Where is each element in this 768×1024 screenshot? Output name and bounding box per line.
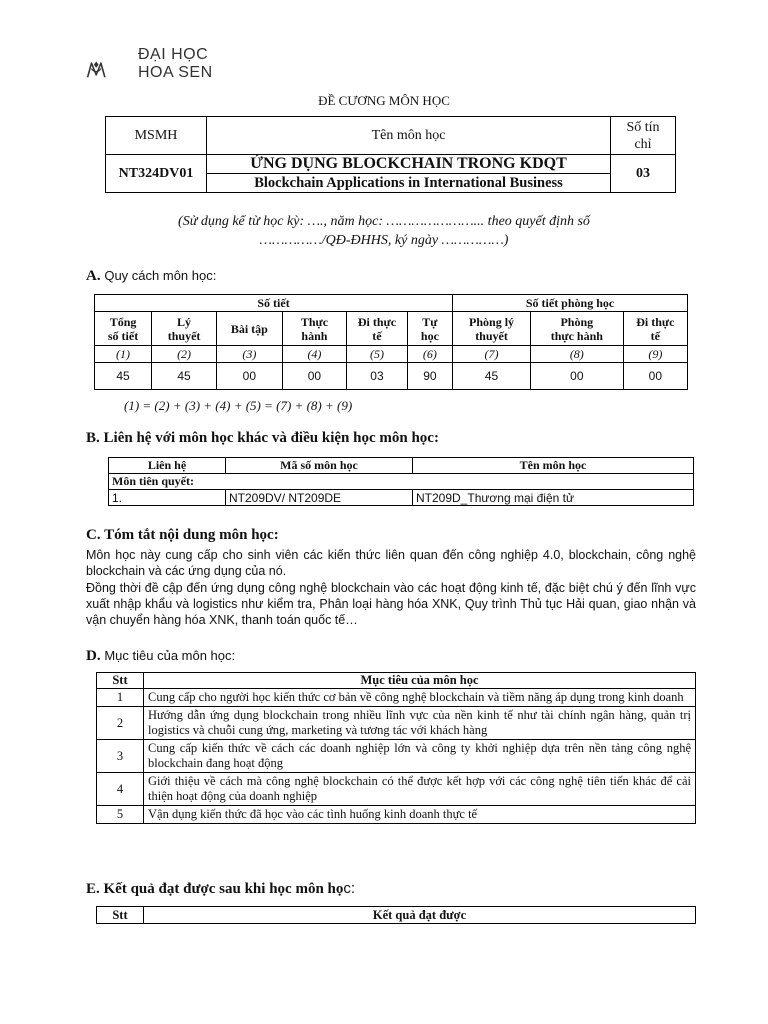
prerequisite-table	[108, 457, 694, 506]
lab-group-header: Số tiết phòng học	[453, 295, 688, 312]
period-value: 00	[623, 363, 687, 390]
period-index: (1)	[95, 346, 152, 363]
period-column-header-line1: Tự	[422, 314, 438, 329]
section-c-title: Tóm tắt nội dung môn học:	[104, 527, 279, 543]
period-column-header-line2: thuyết	[167, 328, 201, 343]
results-stt-header: Stt	[97, 907, 144, 924]
results-table	[96, 906, 696, 924]
prerequisite-label: Môn tiên quyết:	[109, 474, 694, 490]
objective-text: Hướng dẫn ứng dụng blockchain trong nhiều lĩnh vực của nền kinh tế như tài chính ngân hàng, quản trị logistics và chuỗi cung ứng, marketing và tương tác với khách hàng	[144, 707, 696, 740]
section-b-heading	[86, 430, 439, 447]
credits-header-line1: Số tín	[626, 119, 660, 135]
period-column-header	[407, 312, 452, 346]
objective-text: Vận dụng kiến thức đã học vào các tình huống kinh doanh thực tế	[144, 806, 696, 824]
period-column-header-line2: học	[420, 328, 439, 343]
section-b-letter: B.	[86, 430, 100, 446]
credits-header-line2: chỉ	[634, 136, 652, 152]
period-index: (3)	[217, 346, 283, 363]
period-index: (5)	[347, 346, 408, 363]
period-value: 45	[453, 363, 531, 390]
logo-line-1: ĐẠI HỌC	[138, 46, 209, 63]
period-value: 00	[217, 363, 283, 390]
objective-stt: 1	[97, 689, 144, 707]
period-index: (8)	[530, 346, 623, 363]
code-header: Mã số môn học	[226, 458, 413, 474]
course-code: NT324DV01	[106, 155, 207, 193]
section-c-letter: C.	[86, 527, 101, 543]
period-column-header-line2: tế	[650, 328, 660, 343]
periods-group-header: Số tiết	[95, 295, 453, 312]
results-header: Kết quả đạt được	[144, 907, 696, 924]
usage-note-line1: (Sử dụng kể từ học kỳ: …., năm học: …………………... theo quyết định số	[178, 214, 590, 229]
period-column-header-line2: tế	[372, 328, 382, 343]
stt-header: Stt	[97, 673, 144, 689]
periods-formula: (1) = (2) + (3) + (4) + (5) = (7) + (8) + (9)	[124, 398, 353, 413]
document-title: ĐỀ CƯƠNG MÔN HỌC	[318, 93, 450, 108]
msmh-header: MSMH	[106, 117, 207, 155]
period-value: 45	[152, 363, 217, 390]
period-value: 45	[95, 363, 152, 390]
period-column-header-line2: hành	[301, 328, 328, 343]
period-column-header-line1: Thực	[300, 314, 329, 329]
period-column-header-line1: Bài tập	[230, 321, 268, 336]
section-a-heading	[86, 268, 216, 285]
objective-stt: 2	[97, 707, 144, 740]
period-column-header	[152, 312, 217, 346]
objective-text: Cung cấp cho người học kiến thức cơ bản về công nghệ blockchain và tiềm năng áp dụng trong kinh doanh	[144, 689, 696, 707]
course-name-header: Tên môn học	[207, 117, 611, 155]
period-value: 00	[530, 363, 623, 390]
period-column-header	[217, 312, 283, 346]
objectives-table	[96, 672, 696, 824]
period-column-header-line1: Đi thực	[636, 314, 675, 329]
objective-stt: 5	[97, 806, 144, 824]
section-c-heading	[86, 527, 279, 544]
section-e-title-tail: c:	[343, 880, 356, 897]
period-value: 00	[282, 363, 347, 390]
section-b-title: Liên hệ với môn học khác và điều kiện học môn học:	[103, 430, 439, 446]
period-column-header-line1: Phòng lý	[469, 314, 515, 329]
objective-header: Mục tiêu của môn học	[144, 673, 696, 689]
periods-table	[94, 294, 688, 390]
section-a-title: Quy cách môn học:	[104, 268, 217, 283]
prerequisite-code: NT209DV/ NT209DE	[226, 490, 413, 506]
prerequisite-name: NT209D_Thương mại điện tử	[413, 490, 694, 506]
section-e-letter: E.	[86, 881, 100, 897]
section-a-letter: A.	[86, 268, 101, 284]
logo-line-2: HOA SEN	[138, 64, 213, 81]
period-index: (2)	[152, 346, 217, 363]
period-column-header	[95, 312, 152, 346]
section-d-heading	[86, 648, 235, 665]
objective-text: Giới thiệu về cách mà công nghệ blockchain có thể được kết hợp với các công nghệ tiên tiến khác để cải thiện hoạt động của doanh nghiệp	[144, 773, 696, 806]
university-name	[138, 46, 213, 82]
section-d-title: Mục tiêu của môn học:	[104, 648, 236, 663]
period-index: (9)	[623, 346, 687, 363]
period-column-header-line2: thực hành	[550, 328, 603, 343]
summary-paragraph-2: Đồng thời đề cập đến ứng dụng công nghệ blockchain vào các hoạt động kinh tế, đặc biệt chú ý đến lĩnh vực xuất nhập khẩu và logistics như kiểm tra, Phân loại hàng hóa XNK, Quy trình Thủ tục Hải quan, giao nhận và vận chuyển hàng hóa XNK, thanh toán quốc tế…	[86, 581, 696, 627]
period-column-header-line1: Tổng	[109, 314, 137, 329]
name-header: Tên môn học	[413, 458, 694, 474]
course-credits: 03	[611, 155, 676, 193]
usage-note-line2: ……………/QĐ-ĐHHS, ký ngày ……………)	[259, 233, 509, 248]
period-column-header	[453, 312, 531, 346]
course-name-vi: ỨNG DỤNG BLOCKCHAIN TRONG KDQT	[207, 155, 611, 174]
period-column-header	[282, 312, 347, 346]
period-column-header	[623, 312, 687, 346]
section-e-heading	[86, 880, 355, 898]
period-column-header-line2: thuyết	[475, 328, 508, 343]
period-column-header	[530, 312, 623, 346]
summary-paragraph-1: Môn học này cung cấp cho sinh viên các kiến thức liên quan đến công nghiệp 4.0, blockchain, công nghệ blockchain và các ứng dụng của nó.	[86, 548, 696, 578]
hoa-sen-logo-icon	[86, 44, 141, 94]
period-value: 90	[407, 363, 452, 390]
period-column-header-line2: số tiết	[107, 328, 139, 343]
objective-stt: 4	[97, 773, 144, 806]
objective-stt: 3	[97, 740, 144, 773]
objective-text: Cung cấp kiến thức về cách các doanh nghiệp lớn và công ty khởi nghiệp dựa trên nền tảng công nghệ blockchain đang hoạt động	[144, 740, 696, 773]
section-d-letter: D.	[86, 648, 101, 664]
period-index: (6)	[407, 346, 452, 363]
relation-header: Liên hệ	[109, 458, 226, 474]
period-index: (7)	[453, 346, 531, 363]
section-e-title: Kết quả đạt được sau khi học môn họ	[103, 881, 344, 897]
credits-header	[611, 117, 676, 155]
period-column-header-line1: Lý	[177, 314, 192, 329]
course-info-table	[105, 116, 676, 193]
period-column-header-line1: Đi thực	[357, 314, 397, 329]
period-column-header	[347, 312, 408, 346]
period-column-header-line1: Phòng	[560, 314, 594, 329]
course-name-en: Blockchain Applications in International Business	[207, 174, 611, 193]
prerequisite-index: 1.	[109, 490, 226, 506]
period-value: 03	[347, 363, 408, 390]
period-index: (4)	[282, 346, 347, 363]
